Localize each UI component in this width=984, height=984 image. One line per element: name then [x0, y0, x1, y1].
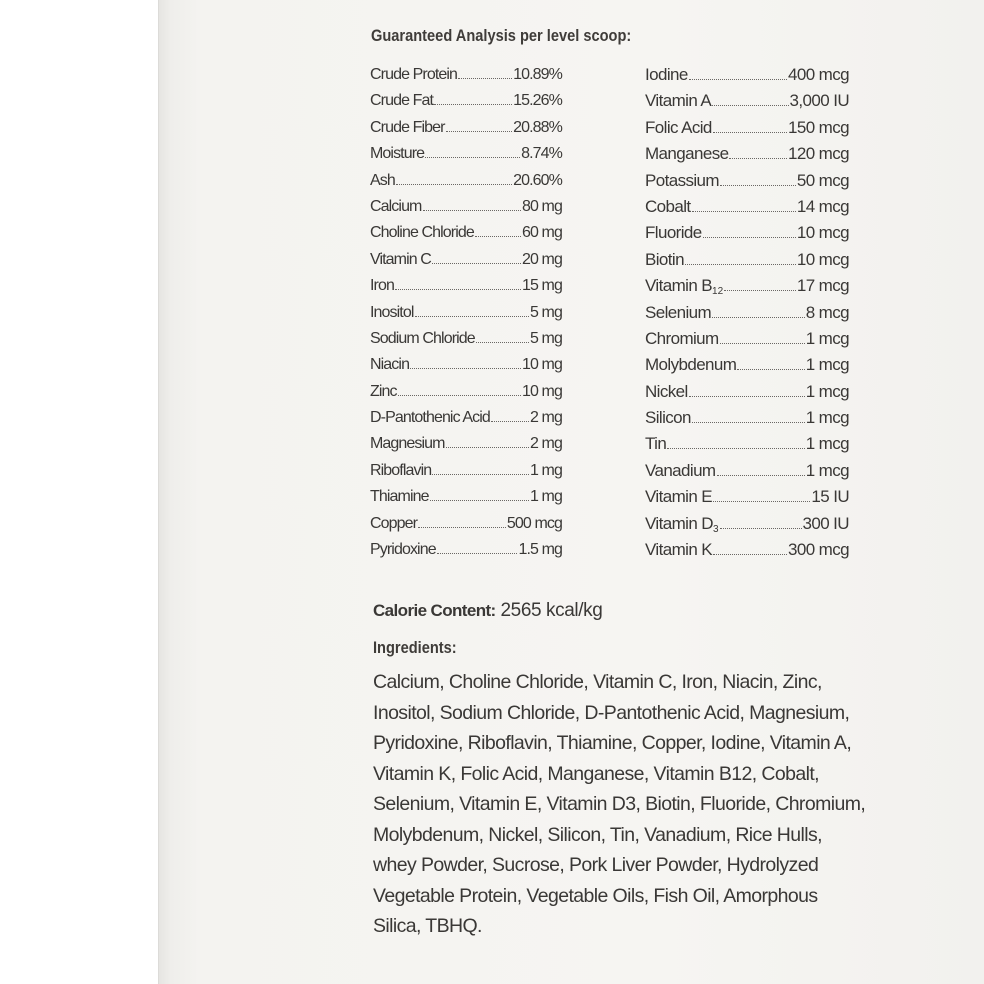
nutrient-value: 300 IU	[802, 513, 849, 533]
nutrient-name: Magnesium	[370, 435, 445, 453]
nutrient-name: Chromium	[645, 328, 719, 348]
analysis-row	[370, 458, 562, 484]
nutrient-value: 1 mg	[530, 488, 562, 506]
ingredients-line: Inositol, Sodium Chloride, D-Pantothenic Acid, Magnesium,	[373, 701, 850, 724]
dot-leader	[396, 184, 512, 185]
nutrient-name: Potassium	[645, 170, 719, 190]
nutrient-name: Iron	[370, 277, 394, 295]
dot-leader	[712, 105, 788, 106]
dot-leader	[720, 343, 805, 344]
dot-leader	[434, 104, 512, 105]
nutrient-value: 14 mcg	[796, 196, 849, 216]
nutrient-value: 20.60%	[513, 171, 562, 189]
dot-leader	[717, 475, 805, 476]
nutrient-subscript: 3	[712, 523, 719, 535]
ingredients-line: whey Powder, Sucrose, Pork Liver Powder, Hydrolyzed	[373, 854, 819, 876]
nutrient-name: Silicon	[645, 408, 691, 428]
dot-leader	[692, 422, 805, 423]
analysis-row	[645, 379, 849, 405]
nutrient-name: Vitamin E	[645, 487, 713, 507]
nutrient-name: Copper	[370, 514, 418, 532]
dot-leader	[491, 421, 529, 422]
dot-leader	[685, 264, 796, 265]
nutrient-name: Molybdenum	[645, 355, 737, 375]
nutrient-value: 150 mcg	[787, 117, 849, 137]
analysis-row	[370, 247, 562, 273]
dot-leader	[395, 289, 521, 290]
analysis-row	[370, 405, 562, 431]
nutrient-name: Inositol	[370, 303, 414, 321]
nutrient-name: Vitamin $B_{12}$	[645, 276, 724, 298]
dot-leader	[737, 369, 804, 370]
analysis-row	[370, 352, 562, 378]
dot-leader	[430, 500, 529, 501]
dot-leader	[446, 447, 529, 448]
nutrient-name: Sodium Chloride	[370, 329, 475, 347]
analysis-row	[645, 168, 849, 194]
analysis-row	[645, 88, 849, 114]
nutrient-name: Tin	[645, 434, 667, 454]
analysis-row	[645, 247, 849, 273]
product-label-panel	[158, 0, 984, 984]
nutrient-name: D-Pantothenic Acid	[370, 409, 490, 427]
nutrient-name: Vanadium	[645, 460, 716, 480]
nutrient-name: Vitamin C	[370, 250, 431, 268]
dot-leader	[713, 132, 787, 133]
dot-leader	[720, 528, 802, 529]
analysis-row	[370, 141, 562, 167]
analysis-row	[370, 62, 562, 88]
analysis-row	[370, 220, 562, 246]
analysis-row	[370, 88, 562, 114]
nutrient-value: 10 mg	[522, 382, 562, 400]
dot-leader	[476, 342, 529, 343]
analysis-row	[645, 352, 849, 378]
dot-leader	[410, 368, 521, 369]
analysis-row	[645, 300, 849, 326]
nutrient-name: Fluoride	[645, 223, 702, 243]
dot-leader	[437, 553, 518, 554]
nutrient-value: 10 mcg	[796, 223, 849, 243]
nutrient-value: 120 mcg	[787, 144, 849, 164]
nutrient-value: 10 mg	[522, 356, 562, 374]
ingredients-line: Vegetable Protein, Vegetable Oils, Fish Oil, Amorphous	[373, 884, 818, 907]
analysis-row	[370, 168, 562, 194]
nutrient-value: 15.26%	[513, 92, 562, 110]
analysis-row	[370, 431, 562, 457]
analysis-row	[370, 194, 562, 220]
dot-leader	[689, 396, 805, 397]
nutrient-value: 15 IU	[811, 487, 849, 507]
ingredients-title: Ingredients:	[373, 638, 457, 657]
nutrient-value: 1 mcg	[805, 381, 849, 401]
analysis-row	[370, 537, 562, 563]
dot-leader	[415, 316, 530, 317]
nutrient-value: 1 mg	[530, 461, 562, 479]
nutrient-value: 1 mcg	[805, 355, 849, 375]
dot-leader	[398, 395, 521, 396]
dot-leader	[475, 236, 521, 237]
dot-leader	[432, 474, 529, 475]
dot-leader	[423, 210, 522, 211]
nutrient-value: 8 mcg	[805, 302, 849, 322]
analysis-row	[645, 194, 849, 220]
nutrient-value: 15 mg	[522, 277, 562, 295]
nutrient-name: Riboflavin	[370, 461, 432, 479]
calorie-content-label: Calorie Content:	[373, 601, 496, 620]
analysis-row	[370, 273, 562, 299]
ingredients-line: Calcium, Choline Chloride, Vitamin C, Iron, Niacin, Zinc,	[373, 671, 822, 693]
dot-leader	[713, 554, 787, 555]
nutrient-name: Folic Acid	[645, 117, 712, 137]
nutrient-name: Choline Chloride	[370, 224, 474, 242]
dot-leader	[703, 237, 796, 238]
nutrient-value: 1 mcg	[805, 328, 849, 348]
dot-leader	[720, 185, 796, 186]
ingredients-list	[373, 667, 933, 942]
nutrient-value: 1 mcg	[805, 460, 849, 480]
analysis-row	[645, 511, 849, 537]
dot-leader	[418, 527, 506, 528]
ingredients-line: Molybdenum, Nickel, Silicon, Tin, Vanadium, Rice Hulls,	[373, 823, 822, 846]
nutrient-name: Crude Fat	[370, 92, 434, 110]
nutrient-name: Thiamine	[370, 488, 429, 506]
calorie-content-value: 2565 kcal/kg	[500, 600, 603, 621]
dot-leader	[667, 448, 805, 449]
nutrient-name: Crude Fiber	[370, 118, 445, 136]
analysis-left-column	[370, 62, 562, 563]
nutrient-value: 8.74%	[521, 145, 562, 163]
ingredients-line: Vitamin K, Folic Acid, Manganese, Vitamin B12, Cobalt,	[373, 762, 819, 785]
nutrient-subscript: 12	[712, 286, 724, 298]
analysis-row	[370, 379, 562, 405]
ingredients-line: Pyridoxine, Riboflavin, Thiamine, Copper, Iodine, Vitamin A,	[373, 732, 852, 754]
nutrient-value: 20 mg	[522, 250, 562, 268]
analysis-row	[645, 458, 849, 484]
nutrient-name: Calcium	[370, 197, 422, 215]
nutrient-name: Iodine	[645, 65, 688, 84]
dot-leader	[446, 131, 513, 132]
nutrient-value: 3,000 IU	[789, 91, 849, 111]
analysis-row	[370, 115, 562, 141]
dot-leader	[713, 501, 810, 502]
nutrient-value: 500 mcg	[506, 514, 562, 532]
dot-leader	[692, 211, 796, 212]
analysis-row	[645, 273, 849, 299]
nutrient-name: Vitamin A	[645, 91, 712, 111]
nutrient-value: 50 mcg	[796, 170, 849, 190]
nutrient-value: 10.89%	[513, 66, 562, 83]
analysis-row	[370, 326, 562, 352]
nutrient-value: 20.88%	[513, 118, 562, 136]
nutrient-name: Cobalt	[645, 196, 691, 216]
analysis-row	[645, 484, 849, 510]
nutrient-name: Vitamin K	[645, 540, 713, 560]
nutrient-name: Biotin	[645, 249, 684, 269]
dot-leader	[425, 157, 520, 158]
analysis-row	[645, 405, 849, 431]
nutrient-name: Selenium	[645, 302, 712, 322]
analysis-row	[645, 431, 849, 457]
calorie-content	[373, 600, 602, 622]
nutrient-value: 1 mcg	[805, 408, 849, 428]
analysis-row	[645, 62, 849, 88]
guaranteed-analysis-heading: Guaranteed Analysis per level scoop:	[371, 26, 632, 45]
nutrient-value: 2 mg	[530, 435, 562, 453]
analysis-row	[370, 511, 562, 537]
nutrient-name: Crude Protein	[370, 66, 458, 83]
ingredients-line: Selenium, Vitamin E, Vitamin D3, Biotin, Fluoride, Chromium,	[373, 793, 866, 815]
nutrient-name: Pyridoxine	[370, 541, 436, 559]
ingredients-line: Silica, TBHQ.	[373, 915, 482, 937]
nutrient-value: 10 mcg	[796, 249, 849, 269]
nutrient-name: Ash	[370, 171, 395, 189]
dot-leader	[724, 290, 796, 291]
nutrient-name: Niacin	[370, 356, 410, 374]
nutrient-value: 5 mg	[530, 329, 562, 347]
dot-leader	[458, 78, 512, 79]
analysis-row	[645, 115, 849, 141]
analysis-right-column	[645, 62, 849, 563]
nutrient-value: 80 mg	[522, 197, 562, 215]
analysis-row	[370, 300, 562, 326]
nutrient-name: Zinc	[370, 382, 397, 400]
dot-leader	[432, 263, 521, 264]
dot-leader	[729, 158, 787, 159]
nutrient-value: 400 mcg	[787, 65, 849, 84]
nutrient-name: Manganese	[645, 144, 729, 164]
analysis-row	[645, 220, 849, 246]
nutrient-name: Vitamin $D_3$	[645, 513, 719, 535]
nutrient-value: 2 mg	[530, 409, 562, 427]
nutrient-name: Moisture	[370, 145, 425, 163]
dot-leader	[689, 79, 787, 80]
nutrient-value: 1 mcg	[805, 434, 849, 454]
analysis-row	[370, 484, 562, 510]
nutrient-value: 5 mg	[530, 303, 562, 321]
analysis-row	[645, 141, 849, 167]
nutrient-value: 1.5 mg	[518, 541, 562, 559]
nutrient-value: 300 mcg	[787, 540, 849, 560]
nutrient-value: 17 mcg	[796, 276, 849, 296]
analysis-row	[645, 326, 849, 352]
dot-leader	[712, 317, 805, 318]
nutrient-name: Nickel	[645, 381, 688, 401]
nutrient-value: 60 mg	[522, 224, 562, 242]
analysis-row	[645, 537, 849, 563]
